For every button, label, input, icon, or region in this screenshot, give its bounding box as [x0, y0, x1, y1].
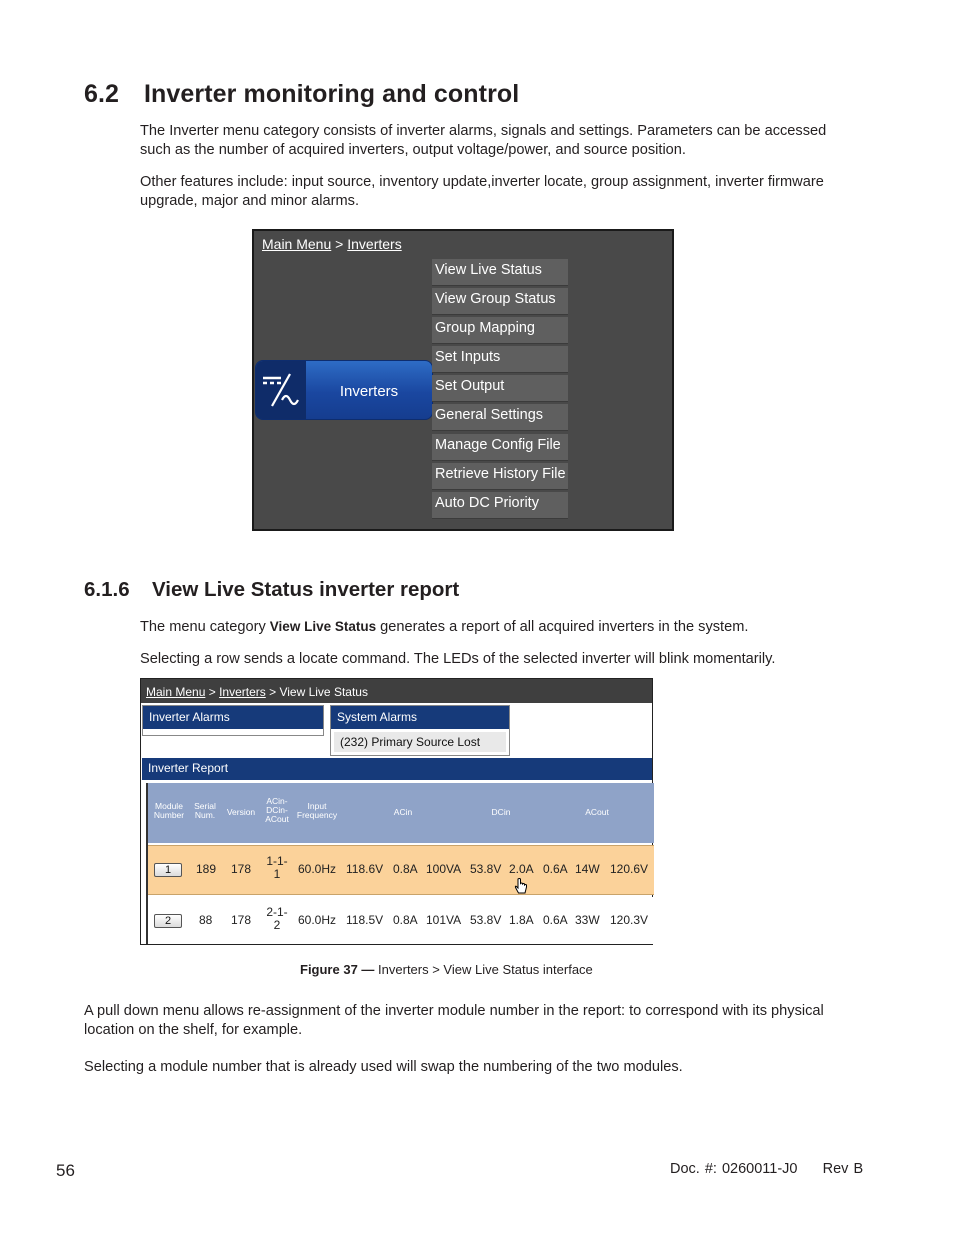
report-row-2[interactable] — [148, 897, 654, 944]
sub-paragraph-1 — [140, 617, 840, 637]
breadcrumb — [262, 236, 402, 252]
live-breadcrumb-main-menu-link[interactable]: Main Menu — [146, 685, 206, 699]
live-breadcrumb-separator: > — [208, 685, 216, 699]
menu-item-retrieve-history-file[interactable]: Retrieve History File — [432, 463, 568, 490]
doc-number: Doc. #: 0260011-J0 — [670, 1161, 798, 1177]
cell-dcin-voltage: 53.8V — [470, 862, 502, 876]
cell-dcin-current: 2.0A — [509, 862, 534, 876]
section-number: 6.2 — [84, 80, 120, 108]
inverters-tile[interactable] — [255, 360, 433, 420]
cell-dcin-current: 1.8A — [509, 913, 534, 927]
cell-priority-line1: 1-1- — [266, 854, 288, 868]
cell-serial: 88 — [199, 913, 213, 927]
cell-priority-line1: 2-1- — [266, 905, 288, 919]
inverter-alarms-title: Inverter Alarms — [143, 706, 323, 729]
breadcrumb-inverters-link[interactable]: Inverters — [347, 236, 402, 252]
inverters-submenu — [432, 259, 568, 521]
cell-acin-voltage: 118.6V — [346, 862, 384, 876]
cell-acin-power: 100VA — [426, 862, 462, 876]
inverter-dc-ac-icon — [256, 361, 306, 419]
cell-priority-line2: 1 — [273, 867, 281, 881]
col-freq-line1: Input — [307, 801, 327, 811]
figure-dash: — — [361, 962, 375, 977]
col-priority-line3: ACout — [265, 814, 289, 824]
cell-acout-current: 0.6A — [543, 862, 568, 876]
subsection-title: View Live Status inverter report — [152, 578, 460, 601]
report-row-1[interactable] — [148, 845, 654, 895]
cell-acout-voltage: 120.6V — [610, 862, 649, 876]
inverters-menu-screenshot — [252, 229, 674, 531]
col-freq-line2: Frequency — [296, 810, 338, 820]
subsection-number: 6.1.6 — [84, 578, 130, 601]
subsection-heading — [84, 578, 459, 602]
breadcrumb-separator: > — [335, 236, 344, 252]
menu-item-view-group-status[interactable]: View Group Status — [432, 288, 568, 315]
cell-acin-current: 0.8A — [393, 913, 418, 927]
page-number: 56 — [56, 1161, 75, 1180]
inverter-alarms-panel — [142, 705, 324, 736]
col-priority-line1: ACin- — [266, 796, 288, 806]
col-module-number — [151, 802, 187, 820]
cell-priority — [262, 906, 292, 932]
sub-paragraph-1-text: The menu category — [140, 619, 270, 635]
inverter-report-title: Inverter Report — [142, 758, 652, 780]
col-module-line1: Module — [155, 801, 183, 811]
module-number-select[interactable]: 2 — [154, 914, 182, 928]
col-module-line2: Number — [153, 810, 185, 820]
body-paragraph-1: A pull down menu allows re-assignment of the inverter module number in the report: to correspond with its physical location on the shelf, for example. — [84, 1003, 824, 1038]
cell-frequency: 60.0Hz — [298, 913, 337, 927]
cell-acin-power: 101VA — [426, 913, 462, 927]
cell-acin-voltage: 118.5V — [346, 913, 384, 927]
body-paragraph-2: Selecting a module number that is already used will swap the numbering of the two modules. — [84, 1059, 683, 1075]
col-serial-line1: Serial — [194, 801, 216, 811]
figure-label: Figure 37 — [300, 962, 358, 977]
menu-item-group-mapping[interactable]: Group Mapping — [432, 317, 568, 344]
figure-text: Inverters > View Live Status interface — [378, 962, 593, 977]
cell-acout-current: 0.6A — [543, 913, 568, 927]
section-title: Inverter monitoring and control — [144, 80, 520, 108]
col-priority — [262, 797, 292, 824]
col-priority-line2: DCin- — [266, 805, 288, 815]
col-version: Version — [226, 807, 256, 817]
menu-item-view-live-status[interactable]: View Live Status — [432, 259, 568, 286]
breadcrumb-main-menu-link[interactable]: Main Menu — [262, 236, 332, 252]
menu-item-auto-dc-priority[interactable]: Auto DC Priority — [432, 492, 568, 519]
col-acout: ACout — [585, 807, 609, 817]
menu-item-set-output[interactable]: Set Output — [432, 375, 568, 402]
sub-paragraph-1-text-end: generates a report of all acquired inverters in the system. — [376, 619, 749, 635]
cell-acout-power: 33W — [575, 913, 600, 927]
col-serial-num — [190, 802, 220, 820]
doc-revision: Rev B — [822, 1161, 864, 1177]
cell-dcin-voltage: 53.8V — [470, 913, 502, 927]
cell-version: 178 — [231, 862, 252, 876]
inverter-report-table — [146, 783, 652, 944]
intro-paragraph-1: The Inverter menu category consists of inverter alarms, signals and settings. Parameters can be accessed such as the number of acquired inverters, output voltage/power, and source position. — [140, 123, 827, 158]
cell-acout-voltage: 120.3V — [610, 913, 649, 927]
module-number-select[interactable]: 1 — [154, 863, 182, 877]
menu-item-set-inputs[interactable]: Set Inputs — [432, 346, 568, 373]
system-alarms-title: System Alarms — [331, 706, 509, 729]
inverters-tile-label: Inverters — [339, 382, 399, 400]
col-input-frequency — [294, 802, 340, 820]
doc-footer — [670, 1161, 863, 1177]
figure-caption — [300, 962, 593, 977]
col-dcin: DCin — [491, 807, 511, 817]
cell-priority-line2: 2 — [273, 918, 281, 932]
live-breadcrumb-current: View Live Status — [279, 685, 368, 699]
report-column-header — [148, 783, 654, 843]
menu-item-manage-config-file[interactable]: Manage Config File — [432, 434, 568, 461]
live-breadcrumb-separator: > — [269, 685, 277, 699]
col-serial-line2: Num. — [194, 810, 216, 820]
intro-paragraph-2: Other features include: input source, inventory update,inverter locate, group assignment, inverter firmware upgrade, major and minor alarms. — [140, 174, 824, 209]
view-live-status-screenshot — [140, 678, 653, 945]
sub-paragraph-2: Selecting a row sends a locate command. The LEDs of the selected inverter will blink momentarily. — [140, 651, 776, 667]
col-acin: ACin — [393, 807, 413, 817]
system-alarm-item[interactable]: (232) Primary Source Lost — [334, 732, 506, 752]
live-breadcrumb-inverters-link[interactable]: Inverters — [219, 685, 266, 699]
cell-serial: 189 — [196, 862, 217, 876]
view-live-status-term: View Live Status — [269, 619, 377, 634]
cell-acin-current: 0.8A — [393, 862, 418, 876]
live-breadcrumb — [141, 679, 652, 703]
system-alarms-panel — [330, 705, 510, 756]
section-heading — [84, 80, 519, 109]
menu-item-general-settings[interactable]: General Settings — [432, 404, 568, 431]
cell-acout-power: 14W — [575, 862, 600, 876]
cell-priority — [262, 855, 292, 881]
cell-version: 178 — [231, 913, 252, 927]
cell-frequency: 60.0Hz — [298, 862, 337, 876]
